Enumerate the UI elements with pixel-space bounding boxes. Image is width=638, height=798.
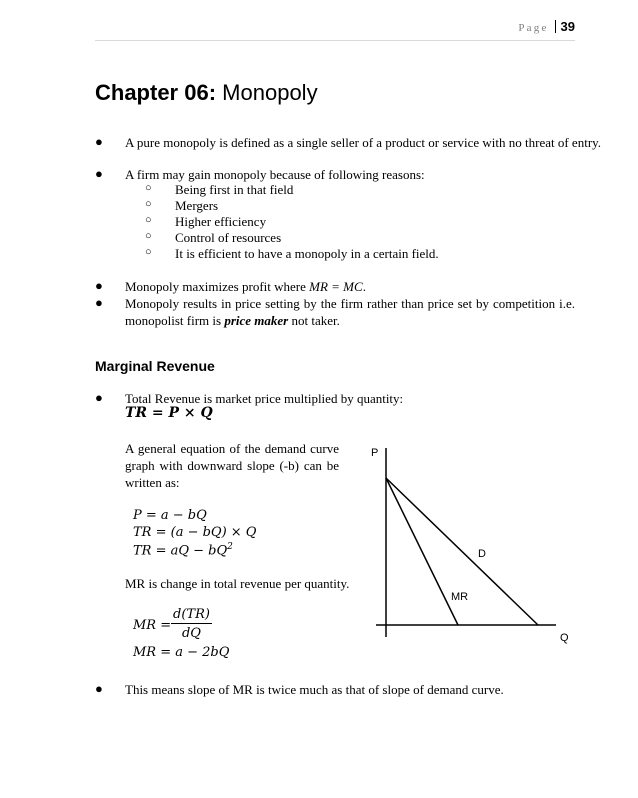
mr-curve <box>386 478 458 625</box>
bullet-text: Monopoly maximizes profit where MR = MC. <box>125 279 366 294</box>
bullet-text: Total Revenue is market price multiplied by quantity: <box>125 391 404 406</box>
page-label: Page <box>518 22 549 34</box>
bullet-text: A firm may gain monopoly because of following reasons: <box>125 167 425 182</box>
demand-label: D <box>478 548 486 560</box>
bullet-icon: ● <box>95 681 103 696</box>
mr-label: MR <box>451 591 469 603</box>
demand-curve-text: A general equation of the demand curve graph with downward slope (-b) can be written as: <box>125 441 339 490</box>
page-number: 39 <box>560 19 575 34</box>
bullet-icon: ● <box>95 390 103 405</box>
chapter-name: Monopoly <box>222 80 318 105</box>
mr-lhs: MR = <box>133 618 172 633</box>
chapter-number: Chapter 06: <box>95 80 217 105</box>
bullet-text: Monopoly results in price setting by the firm rather than price set by competition i.e. monopolist firm is price maker not taker. <box>125 296 575 328</box>
sub-bullet-icon: ○ <box>145 182 152 194</box>
sub-bullet-icon: ○ <box>145 230 152 242</box>
x-axis-label: Q <box>560 632 569 644</box>
bullet-icon: ● <box>95 278 103 293</box>
equation-tr-expanded: TR = aQ − $bQ^2$ <box>133 542 233 559</box>
bullet-icon: ● <box>95 295 103 310</box>
bullet-icon: ● <box>95 134 103 149</box>
sub-bullet-icon: ○ <box>145 198 152 210</box>
bullet-icon: ● <box>95 166 103 181</box>
bullet-text: This means slope of MR is twice much as that of slope of demand curve. <box>125 682 504 697</box>
bullet-text: A pure monopoly is defined as a single seller of a product or service with no threat of entry. <box>125 135 602 150</box>
mr-numerator: d(TR) <box>173 607 210 622</box>
sub-bullet-icon: ○ <box>145 214 152 226</box>
sub-bullet-icon: ○ <box>145 246 152 258</box>
tr-formula: TR = P × Q <box>125 405 213 421</box>
mr-text: MR is change in total revenue per quantity. <box>125 576 350 591</box>
equation-tr: TR = (a − bQ) × Q <box>133 525 257 540</box>
y-axis-label: P <box>371 447 379 459</box>
mr-equation: MR = a − 2bQ <box>133 645 230 660</box>
equation-demand: P = a − bQ <box>133 508 207 523</box>
section-heading: Marginal Revenue <box>95 358 215 374</box>
mr-denominator: dQ <box>181 626 201 641</box>
